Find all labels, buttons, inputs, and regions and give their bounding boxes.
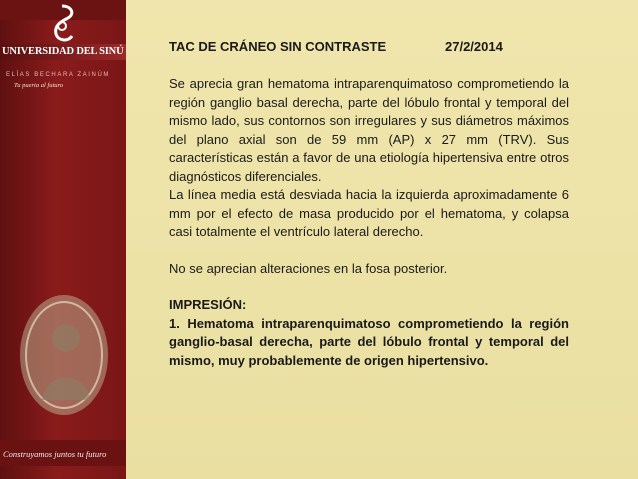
university-subtitle: ELÍAS BECHARA ZAINÚM (6, 72, 111, 78)
medallion-portrait-icon (16, 290, 112, 420)
impression-text: 1. Hematoma intraparenquimatoso comprometiendo la región ganglio-basal derecha, parte del lóbulo frontal y temporal del mismo, muy probablemente de origen hipertensivo. (169, 315, 569, 368)
footer-slogan: Construyamos juntos tu futuro (3, 449, 107, 459)
findings-paragraph-1: Se aprecia gran hematoma intraparenquimatoso comprometiendo la región ganglio basal derecha, parte del lóbulo frontal y temporal del mismo lado, sus contornos son irregulares y sus diámetros máximos del plano axial son de 59 mm (AP) x 27 mm (TRV). Sus características están a favor de una etiología hipertensiva entre otros diagnósticos diferenciales. (169, 76, 569, 184)
findings-paragraph-2: La línea media está desviada hacia la izquierda aproximadamente 6 mm por el efecto de masa producido por el hematoma, y colapsa casi totalmente el ventrículo lateral derecho. (169, 187, 569, 239)
report-title: TAC DE CRÁNEO SIN CONTRASTE (169, 39, 387, 54)
spacer (169, 242, 569, 260)
university-name: UNIVERSIDAD DEL SINÚ (2, 46, 124, 57)
report-date: 27/2/2014 (445, 39, 503, 54)
spacer (169, 278, 569, 296)
report-content (169, 38, 569, 370)
university-motto: Tu puerta al futuro (14, 82, 64, 89)
findings-paragraph-3: No se aprecian alteraciones en la fosa posterior. (169, 260, 448, 276)
university-logo-icon (46, 4, 78, 44)
report-header (169, 38, 569, 57)
impression-heading: IMPRESIÓN: (169, 297, 247, 312)
university-sidebar (0, 0, 126, 479)
